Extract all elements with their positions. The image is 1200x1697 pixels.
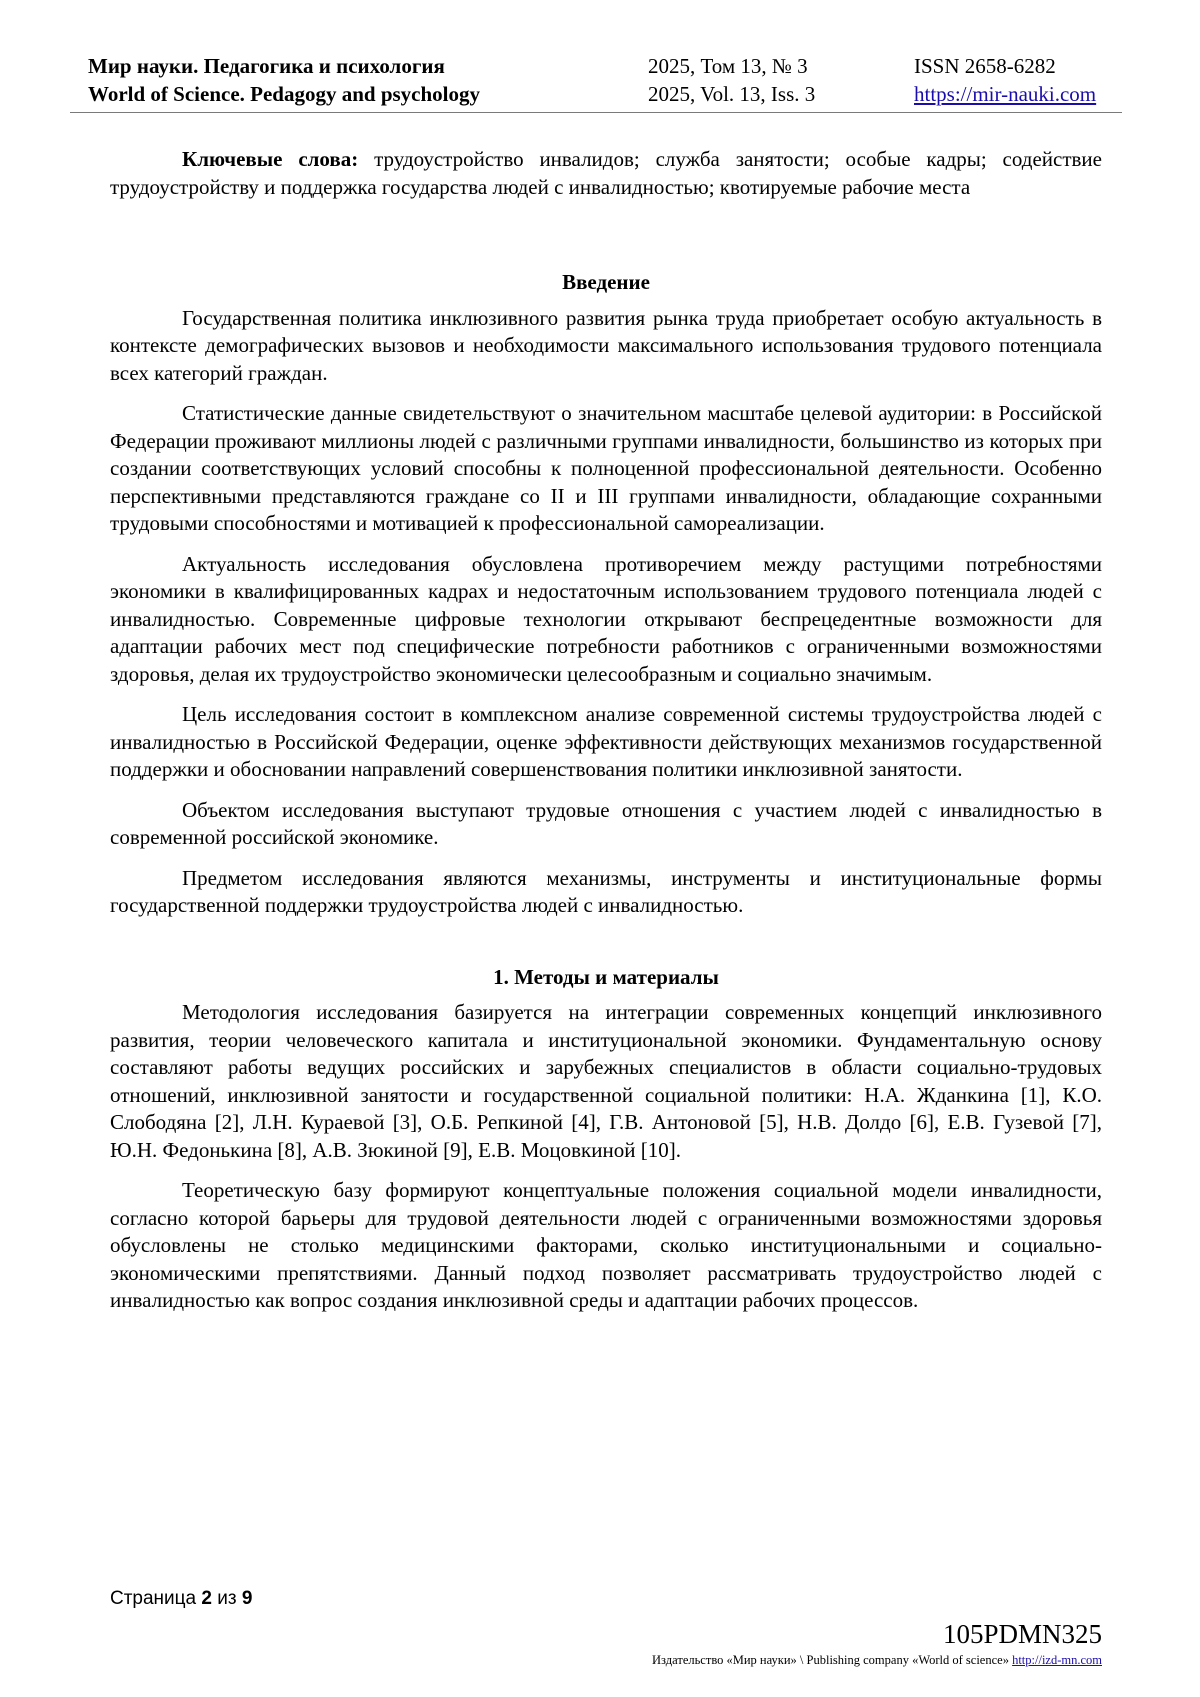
keywords-label: Ключевые слова: [182, 147, 359, 171]
intro-paragraph-1: Государственная политика инклюзивного развития рынка труда приобретает особую актуальность в контексте демографических вызовов и необходимости максимального использования трудового потенциала всех категорий граждан. [110, 305, 1102, 385]
publisher-line [652, 1653, 1102, 1668]
methods-paragraph-1: Методология исследования базируется на интеграции современных концепций инклюзивного развития, теории человеческого капитала и институциональной экономики. Фундаментальную основу составляют работы ведущих российских и зарубежных специалистов в области социально-трудовых отношений, инклюзивной занятости и государственной социальной политики: Н.А. Жданкина [1], К.О. Слободяна [2], Л.Н. Кураевой [3], О.Б. Репкиной [4], Г.В. Антоновой [5], Н.В. Долдо [6], Е.В. Гузевой [7], Ю.Н. Федонькина [8], А.В. Зюкиной [9], Е.В. Моцовкиной [10]. [110, 1000, 1102, 1162]
header-row-en [70, 80, 1122, 108]
publisher-text: Издательство «Мир науки» \ Publishing company «World of science» [652, 1653, 1013, 1667]
methods-paragraph-2: Теоретическую базу формируют концептуальные положения социальной модели инвалидности, согласно которой барьеры для трудовой деятельности людей с ограниченными возможностями здоровья обусловлены не столько медицинскими факторами, сколько институциональными и социально-экономическими препятствиями. Данный подход позволяет рассматривать трудоустройство людей с инвалидностью как вопрос создания инклюзивной среды и адаптации рабочих процессов. [110, 1178, 1102, 1312]
page-number: Страница 2 из 9 [110, 1588, 253, 1609]
intro-paragraph-2: Статистические данные свидетельствуют о значительном масштабе целевой аудитории: в Российской Федерации проживают миллионы людей с различными группами инвалидности, большинство из которых при создании соответствующих условий способны к полноценной профессиональной деятельности. Особенно перспективными представляются граждане со II и III группами инвалидности, обладающие сохранными трудовыми способностями и мотивацией к профессиональной самореализации. [110, 401, 1103, 535]
running-header [70, 50, 1122, 113]
issue-ru: 2025, Том 13, № 3 [648, 54, 808, 78]
keywords [110, 146, 1102, 201]
article-code: 105PDMN325 [942, 1619, 1102, 1649]
journal-title-ru: Мир науки. Педагогика и психология [88, 54, 445, 78]
issue-en: 2025, Vol. 13, Iss. 3 [648, 82, 816, 106]
page-current: 2 [201, 1588, 212, 1609]
page-total: 9 [241, 1588, 253, 1609]
article-body [110, 146, 1102, 1328]
keywords-text: трудоустройство инвалидов; служба занятости; особые кадры; содействие трудоустройству и поддержка государства людей с инвалидностью; квотируемые рабочие места [110, 147, 1102, 199]
section-heading-intro: Введение [562, 270, 650, 294]
section-heading-methods: 1. Методы и материалы [493, 964, 719, 989]
intro-paragraph-6: Предметом исследования являются механизмы, инструменты и институциональные формы государственной поддержки трудоустройства людей с инвалидностью. [110, 865, 1102, 917]
intro-paragraph-4: Цель исследования состоит в комплексном анализе современной системы трудоустройства людей с инвалидностью в Российской Федерации, оценке эффективности действующих механизмов государственной поддержки и обосновании направлений совершенствования политики инклюзивной занятости. [110, 702, 1102, 781]
intro-paragraph-5: Объектом исследования выступают трудовые отношения с участием людей с инвалидностью в современной российской экономике. [110, 797, 1102, 849]
journal-url-link[interactable]: https://mir-nauki.com [914, 82, 1097, 106]
journal-title-en: World of Science. Pedagogy and psychology [88, 82, 481, 106]
header-row-ru [70, 52, 1122, 80]
publisher-link[interactable]: http://izd-mn.com [1012, 1653, 1102, 1667]
issn: ISSN 2658-6282 [914, 54, 1056, 78]
intro-paragraph-3: Актуальность исследования обусловлена противоречием между растущими потребностями экономики в квалифицированных кадрах и недостаточным использованием трудового потенциала людей с инвалидностью. Современные цифровые технологии открывают беспрецедентные возможности для адаптации рабочих мест под специфические потребности работников с ограниченными возможностями здоровья, делая их трудоустройство экономически целесообразным и социально значимым. [110, 551, 1102, 686]
